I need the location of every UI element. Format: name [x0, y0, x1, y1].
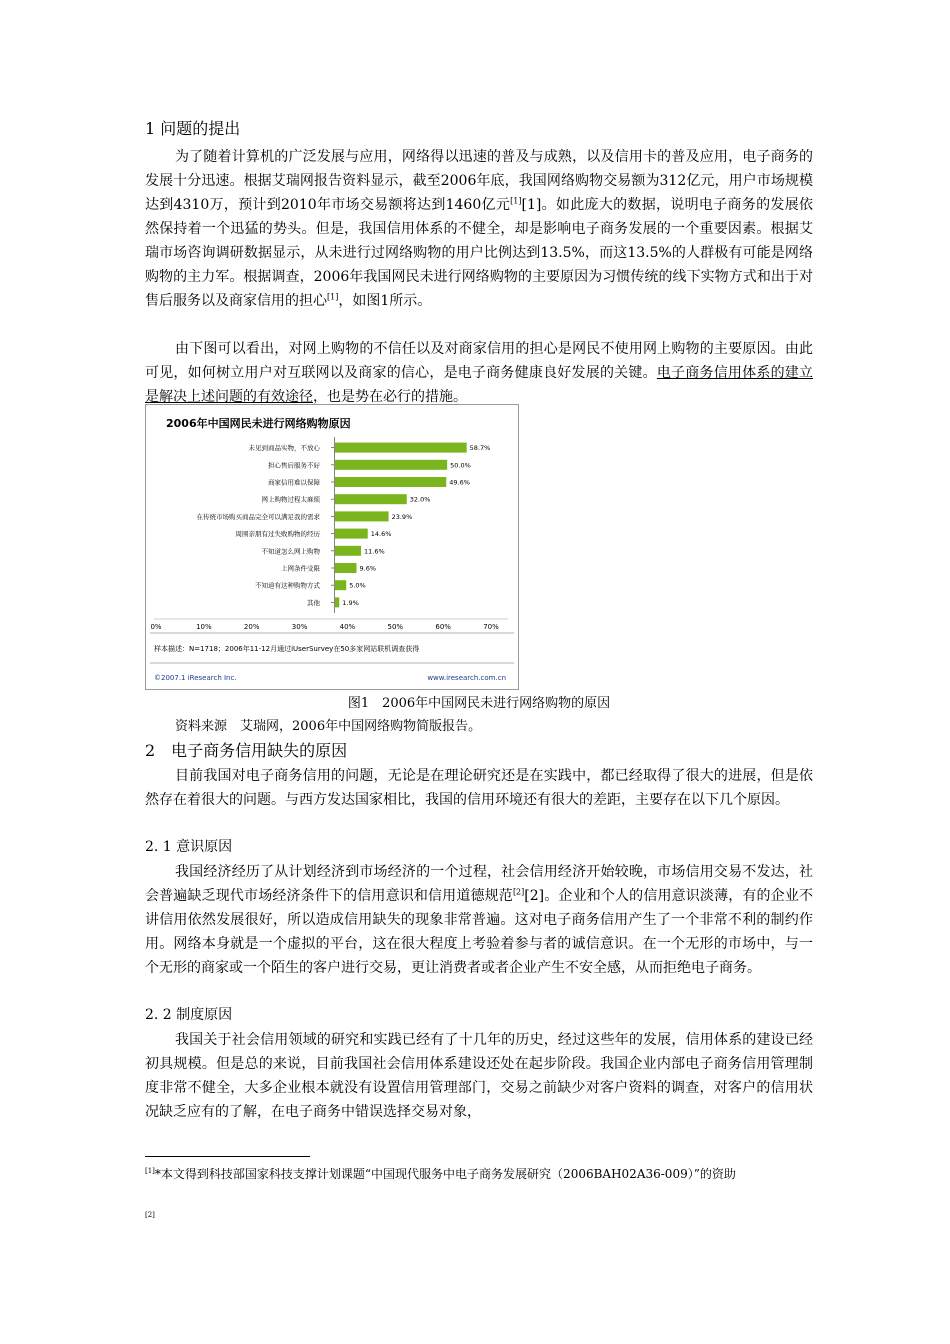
citation-marker: [1] — [510, 196, 522, 206]
chart-category-label: 不知道怎么网上购物 — [261, 547, 320, 556]
section-1-heading: 1 问题的提出 — [145, 119, 241, 138]
footnote-separator — [145, 1156, 310, 1157]
chart-y-axis — [334, 437, 335, 613]
chart-x-tick-label: 40% — [339, 623, 356, 631]
footnote-marker: [2] — [145, 1211, 155, 1219]
chart-bar — [335, 494, 407, 504]
chart-value-label: 58.7% — [469, 444, 491, 453]
chart-y-tick — [331, 585, 334, 586]
chart-y-tick — [331, 464, 334, 465]
section-2-2-paragraph: 我国关于社会信用领域的研究和实践已经有了十几年的历史，经过这些年的发展，信用体系的建设已经初具规模。但是总的来说，目前我国社会信用体系建设还处在起步阶段。我国企业内部电子商务信用管理制度非常不健全，大多企业根本就没有设置信用管理部门，交易之前缺少对客户资料的调查，对客户的信用状况缺乏应有的了解，在电子商务中错误选择交易对象， — [145, 1032, 813, 1120]
chart-value-label: 49.6% — [449, 478, 470, 487]
section-2-1-heading: 2. 1 意识原因 — [145, 839, 233, 855]
citation-marker: [1] — [327, 292, 339, 302]
chart-y-tick — [331, 550, 334, 551]
chart-category-label: 网上购物过程太麻烦 — [261, 495, 320, 504]
chart-bar — [335, 529, 368, 539]
section-2-1-paragraph: 我国经济经历了从计划经济到市场经济的一个过程，社会信用经济开始较晚，市场信用交易不发达，社会普遍缺乏现代市场经济条件下的信用意识和信用道德规范[2][2]。企业和个人的信用意识淡薄，有的企业不讲信用依然发展很好，所以造成信用缺失的现象非常普遍。这对电子商务信用产生了一个非常不利的制约作用。网络本身就是一个虚拟的平台，这在很大程度上考验着参与者的诚信意识。在一个无形的市场中，与一个无形的商家或一个陌生的客户进行交易，更让消费者或者企业产生不安全感，从而拒绝电子商务。 — [145, 864, 813, 976]
chart-category-label: 周围亲朋有过失败购物的经历 — [235, 530, 320, 539]
chart-category-label: 上网条件受限 — [281, 564, 320, 573]
chart-value-label: 9.6% — [359, 564, 377, 573]
chart-value-label: 50.0% — [450, 461, 471, 470]
section-1-paragraph-2: 由下图可以看出，对网上购物的不信任以及对商家信用的担心是网民不使用网上购物的主要原因。由此可见，如何树立用户对互联网以及商家的信心，是电子商务健康良好发展的关键。电子商务信用体系的建立是解决上述问题的有效途径，也是势在必行的措施。 — [145, 341, 814, 405]
citation-marker: [2] — [512, 887, 525, 897]
chart-copyright: ©2007.1 iResearch Inc. — [154, 674, 237, 682]
chart-y-tick — [331, 533, 334, 534]
footnote-marker: [1] — [145, 1167, 155, 1175]
chart-bar — [335, 580, 346, 590]
chart-category-label: 不知道有这种购物方式 — [255, 581, 320, 590]
chart-bar — [335, 460, 447, 470]
bar-chart — [145, 404, 519, 690]
section-2-2-heading: 2. 2 制度原因 — [145, 1007, 233, 1023]
chart-bar — [335, 477, 446, 487]
chart-x-tick-label: 20% — [243, 623, 260, 631]
chart-x-tick-label: 60% — [435, 623, 451, 631]
chart-category-label: 未见到商品实物，不放心 — [248, 444, 320, 453]
chart-y-tick — [331, 447, 334, 448]
chart-value-label: 23.9% — [391, 512, 413, 521]
chart-category-label: 其他 — [307, 598, 320, 607]
chart-x-tick-label: 70% — [483, 623, 499, 631]
chart-x-tick-label: 50% — [387, 623, 404, 631]
chart-title: 2006年中国网民未进行网络购物原因 — [166, 417, 351, 430]
section-1-paragraph-1: 为了随着计算机的广泛发展与应用，网络得以迅速的普及与成熟，以及信用卡的普及应用，电子商务的发展十分迅速。根据艾瑞网报告资料显示，截至2006年底，我国网络购物交易额为312亿元，用户市场规模达到4310万，预计到2010年市场交易额将达到1460亿元[1][1]。如此庞大的数据，说明电子商务的发展依然保持着一个迅猛的势头。但是，我国信用体系的不健全，却是影响电子商务发展的一个重要因素。根据艾瑞市场咨询调研数据显示，从未进行过网络购物的用户比例达到13.5%，而这13.5%的人群极有可能是网络购物的主力军。根据调查，2006年我国网民未进行网络购物的主要原因为习惯传统的线下实物方式和出于对售后服务以及商家信用的担心[1]，如图1所示。 — [145, 149, 813, 309]
chart-bar — [335, 563, 357, 573]
chart-bar — [335, 546, 361, 556]
chart-category-label: 在传统市场购买商品完全可以满足我的需求 — [196, 512, 320, 521]
chart-value-label: 32.0% — [409, 495, 431, 504]
chart-y-tick — [331, 568, 334, 569]
chart-x-tick-label: 0% — [150, 623, 162, 631]
figure-source: 资料来源 艾瑞网，2006年中国网络购物简版报告。 — [175, 719, 482, 734]
chart-x-tick-label: 10% — [196, 623, 212, 631]
chart-value-label: 14.6% — [370, 530, 392, 539]
chart-bar — [335, 443, 467, 453]
chart-y-tick — [331, 482, 334, 483]
chart-value-label: 1.9% — [342, 598, 359, 607]
figure-caption: 图1 2006年中国网民未进行网络购物的原因 — [347, 696, 611, 711]
footnote-2 — [145, 1206, 813, 1227]
chart-x-tick-label: 30% — [291, 623, 308, 631]
chart-sample-note: 样本描述：N=1718；2006年11-12月通过iUserSurvey在50多家网站联机调查获得 — [154, 645, 420, 653]
footnote-1: [1]*本文得到科技部国家科技支撑计划课题“中国现代服务中电子商务发展研究（2006BAH02A36-009）”的资助 — [145, 1167, 736, 1181]
chart-y-tick — [331, 602, 334, 603]
section-2-heading: 2 电子商务信用缺失的原因 — [145, 741, 348, 760]
chart-website: www.iresearch.com.cn — [427, 674, 506, 682]
chart-y-tick — [331, 516, 334, 517]
chart-category-label: 商家信用难以保障 — [268, 478, 320, 487]
chart-y-tick — [331, 499, 334, 500]
chart-bar — [335, 511, 389, 521]
chart-category-label: 担心售后服务不好 — [268, 461, 320, 470]
section-2-paragraph-1: 目前我国对电子商务信用的问题，无论是在理论研究还是在实践中，都已经取得了很大的进展，但是依然存在着很大的问题。与西方发达国家相比，我国的信用环境还有很大的差距，主要存在以下几个原因。 — [145, 768, 813, 808]
chart-value-label: 11.6% — [364, 547, 385, 556]
underlined-phrase: 电子商务信用体系的建立是解决上述问题的有效途径 — [145, 365, 814, 405]
chart-bar — [335, 597, 339, 607]
chart-value-label: 5.0% — [349, 581, 366, 590]
